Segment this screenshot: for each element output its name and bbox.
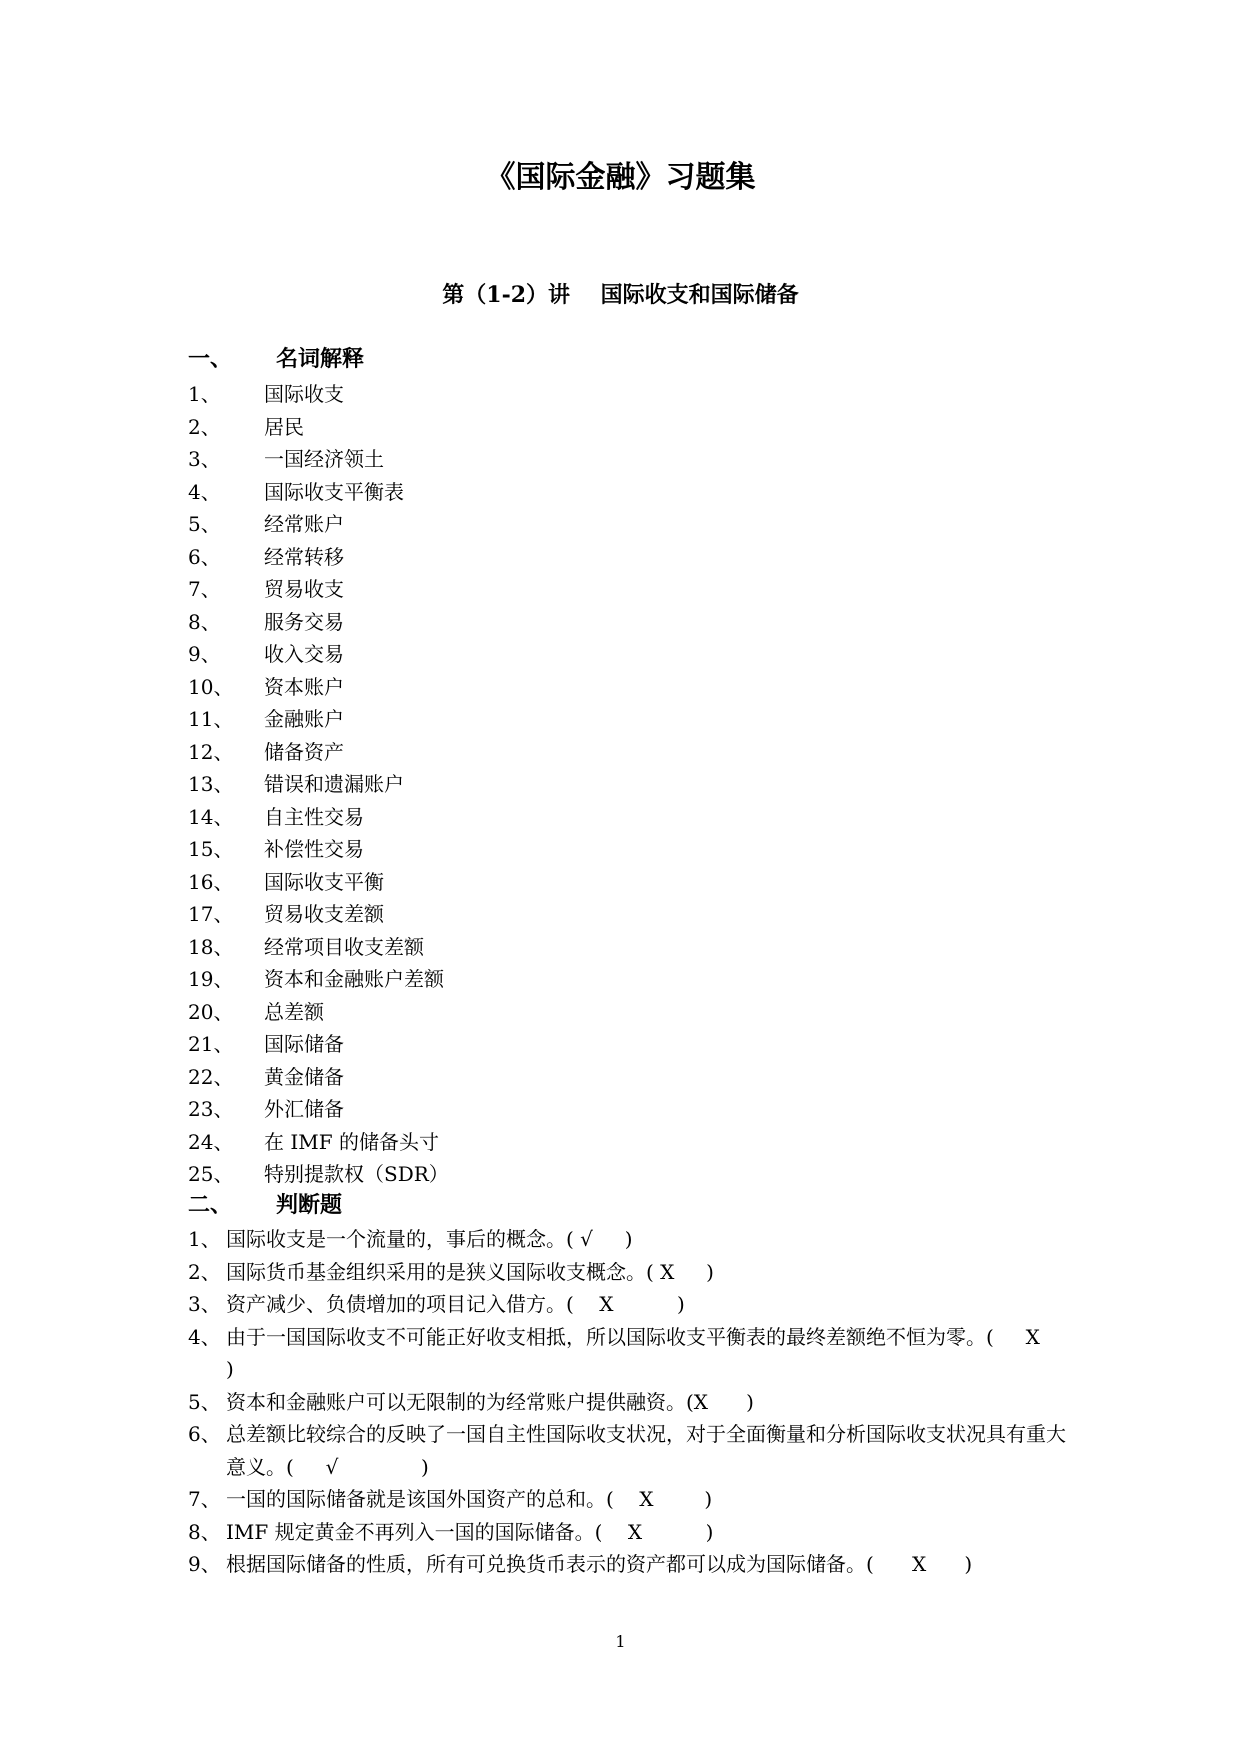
term-list: [188, 379, 449, 1192]
list-item: 9、 根据国际储备的性质，所有可兑换货币表示的资产都可以成为国际储备。( X ): [188, 1552, 973, 1576]
page-number: 1: [615, 1632, 626, 1651]
list-item: 11、 金融账户: [188, 707, 344, 731]
list-item: 1、 国际收支是一个流量的，事后的概念。( √ ): [188, 1227, 633, 1251]
document-title: 《国际金融》习题集: [485, 160, 756, 195]
list-item: 12、 储备资产: [188, 739, 344, 764]
part1-number: 一、: [188, 346, 233, 372]
list-item: 19、 资本和金融账户差额: [188, 967, 444, 991]
list-item: 8、 服务交易: [188, 609, 344, 634]
list-item: 16、 国际收支平衡: [188, 869, 384, 894]
list-item: 17、 贸易收支差额: [188, 902, 384, 926]
list-item: 20、 总差额: [188, 999, 324, 1024]
list-item: 7、 贸易收支: [188, 577, 344, 601]
list-item: 8、 IMF 规定黄金不再列入一国的国际储备。( X ): [188, 1519, 714, 1544]
list-item: 6、 经常转移: [188, 544, 344, 569]
list-item: 4、 国际收支平衡表: [188, 479, 404, 504]
list-item: 1、 国际收支: [188, 382, 344, 406]
section-title: 第（1-2）讲 国际收支和国际储备: [442, 282, 799, 308]
list-item: 24、 在 IMF 的储备头寸: [188, 1129, 439, 1154]
list-item: 21、 国际储备: [188, 1032, 344, 1056]
list-item: 4、 由于一国国际收支不可能正好收支相抵，所以国际收支平衡表的最终差额绝不恒为零。( X ): [188, 1324, 1072, 1381]
part2-heading: [188, 1190, 342, 1220]
part2-number: 二、: [188, 1192, 233, 1218]
list-item: 9、 收入交易: [188, 642, 344, 666]
list-item: 13、 错误和遗漏账户: [188, 772, 404, 796]
part1-heading: [188, 344, 364, 374]
part1-heading-text: 名词解释: [276, 346, 365, 372]
list-item: 3、 一国经济领土: [188, 447, 384, 471]
list-item: 5、 资本和金融账户可以无限制的为经常账户提供融资。(X ): [188, 1389, 754, 1414]
list-item: 6、 总差额比较综合的反映了一国自主性国际收支状况，对于全面衡量和分析国际收支状况具有重大意义。( √ ): [188, 1422, 1066, 1479]
judgement-list: [188, 1223, 1072, 1581]
list-item: 15、 补偿性交易: [188, 837, 364, 861]
list-item: 10、 资本账户: [188, 674, 344, 699]
part2-heading-text: 判断题: [276, 1192, 343, 1218]
list-item: 5、 经常账户: [188, 512, 344, 536]
list-item: 14、 自主性交易: [188, 804, 364, 829]
list-item: 25、 特别提款权（SDR）: [188, 1162, 449, 1186]
list-item: 2、 居民: [188, 414, 304, 439]
list-item: 2、 国际货币基金组织采用的是狭义国际收支概念。( X ): [188, 1259, 714, 1284]
list-item: 7、 一国的国际储备就是该国外国资产的总和。( X ): [188, 1487, 713, 1511]
list-item: 22、 黄金储备: [188, 1064, 344, 1089]
list-item: 3、 资产减少、负债增加的项目记入借方。( X ): [188, 1292, 685, 1316]
list-item: 23、 外汇储备: [188, 1097, 344, 1121]
list-item: 18、 经常项目收支差额: [188, 934, 424, 959]
